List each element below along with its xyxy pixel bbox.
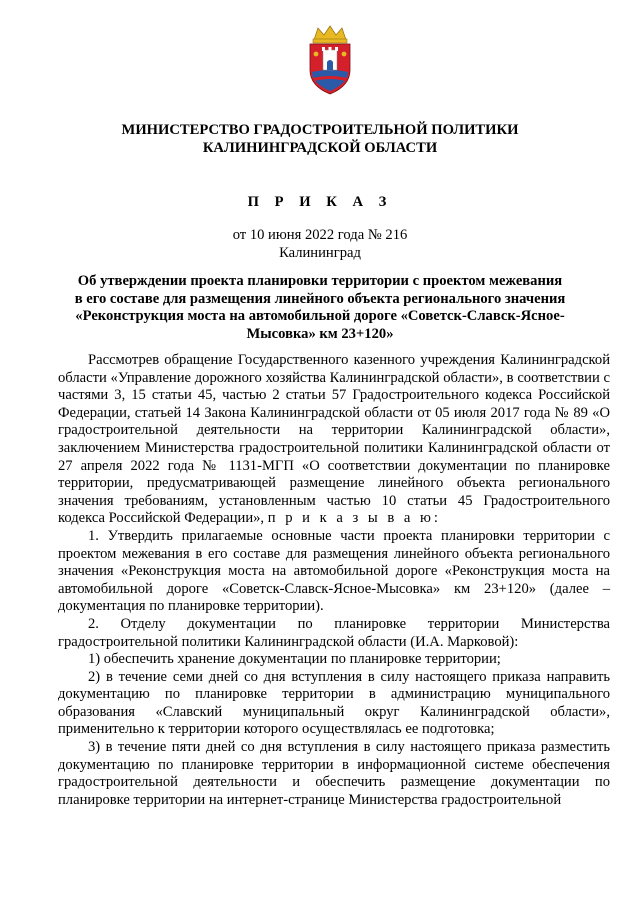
orders-word: п р и к а з ы в а ю:: [267, 510, 441, 527]
subject-line2: в его составе для размещения линейного объекта регионального значения: [74, 290, 566, 307]
ministry-name-line2: КАЛИНИНГРАДСКОЙ ОБЛАСТИ: [202, 140, 438, 156]
subject-line1: Об утверждении проекта планировки территории с проектом межевания: [77, 273, 563, 289]
kaliningrad-coat-of-arms-icon: [302, 24, 358, 96]
preamble-paragraph: [58, 352, 610, 528]
order-subject: [66, 273, 574, 343]
order-body: [58, 352, 610, 809]
item-2: 2. Отделу документации по планировке территории Министерства градостроительной политики Калининградской области (И.А. Марковой):: [58, 615, 610, 650]
item-1: 1. Утвердить прилагаемые основные части проекта планировки территории с проектом межевания в его составе для размещения линейного объекта регионального значения «Реконструкция моста на автомобильной дороге «Реконструкция моста на автомобильной дороге «Советск-Славск-Ясное-Мысовка» км 23+120» (далее – документация по планировке территории).: [58, 527, 610, 615]
preamble-text: Рассмотрев обращение Государственного казенного учреждения Калининградской области «Управление дорожного хозяйства Калининградской области», в соответствии с частями 3, 15 статьи 45, частью 2 статьи 57 Градостроительного кодекса Российской Федерации, статьей 14 Закона Калининградской области от 05 июля 2017 года № 89 «О градостроительной деятельности на территории Калининградской области», заключением Министерства градостроительной политики Калининградской области от 27 апреля 2022 года № 1131-МГП «О соответствии документации по планировке территории, предусматривающей размещение линейного объекта регионального значения требованиям, установленным частью 10 статьи 45 Градостроительного кодекса Российской Федерации»,: [58, 352, 610, 527]
order-title: П Р И К А З: [247, 194, 393, 210]
subject-line3: «Реконструкция моста на автомобильной дороге «Советск-Славск-Ясное-: [75, 308, 565, 324]
item-2-2: 2) в течение семи дней со дня вступления в силу настоящего приказа направить документацию по планировке территории в администрацию муниципального образования «Славский муниципальный округ Калининградской области», применительно к территории которого осуществлялась ее подготовка;: [58, 668, 610, 738]
subject-line4: Мысовка» км 23+120»: [246, 325, 394, 342]
order-date-number: от 10 июня 2022 года № 216: [232, 227, 408, 243]
item-2-3: 3) в течение пяти дней со дня вступления в силу настоящего приказа разместить документацию по планировке территории в информационной системе обеспечения градостроительной деятельности и обеспечить размещение документации по планировке территории на интернет-странице Министерства градостроительной: [58, 739, 610, 808]
item-2-1: 1) обеспечить хранение документации по планировке территории;: [88, 651, 501, 668]
order-meta: [60, 226, 580, 262]
ministry-name: [60, 121, 580, 157]
ministry-name-line1: МИНИСТЕРСТВО ГРАДОСТРОИТЕЛЬНОЙ ПОЛИТИКИ: [121, 122, 519, 138]
order-city: Калининград: [279, 245, 361, 261]
